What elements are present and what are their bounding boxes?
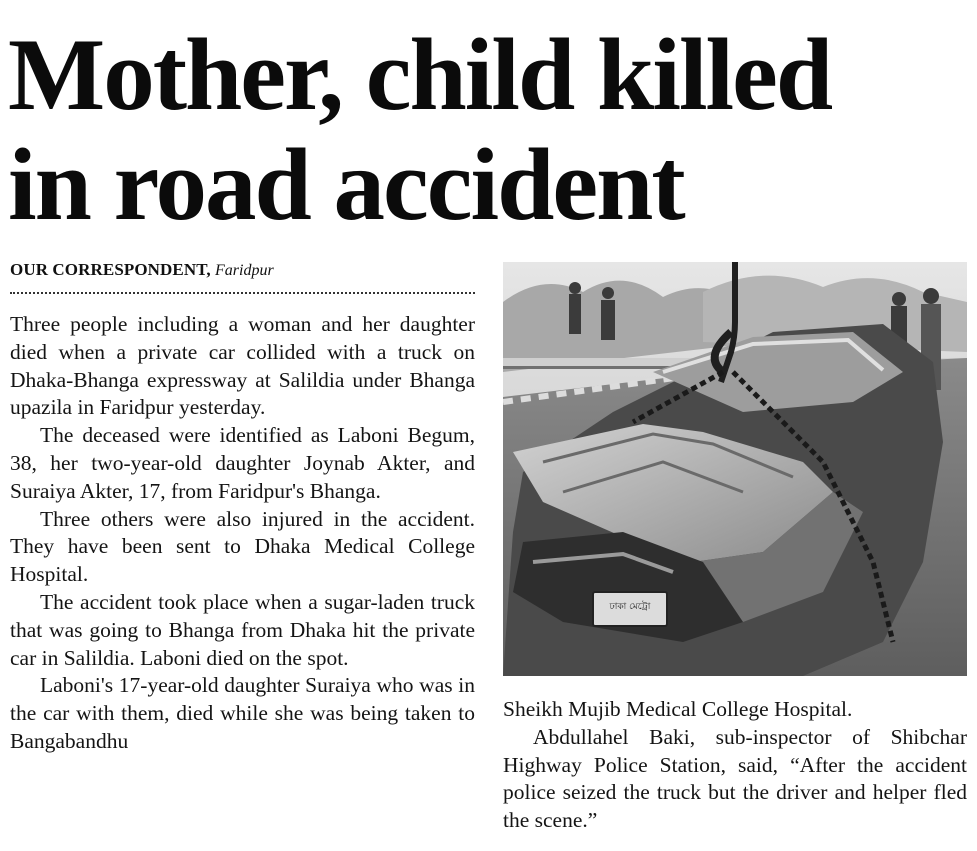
body-paragraph: Three others were also injured in the accident. They have been sent to Dhaka Medical College Hospital.: [10, 506, 475, 587]
body-paragraph: The deceased were identified as Laboni Begum, 38, her two-year-old daughter Joynab Akter, and Suraiya Akter, 17, from Faridpur's Bhanga.: [10, 423, 475, 503]
accident-photo: [503, 262, 967, 676]
byline-location: Faridpur: [215, 262, 274, 279]
body-paragraph-continued: Sheikh Mujib Medical College Hospital.: [503, 697, 853, 721]
body-paragraph: The accident took place when a sugar-laden truck that was going to Bhanga from Dhaka hit the private car in Salildia. Laboni died on the spot.: [10, 589, 475, 670]
license-plate-text: ঢাকা মেট্রো: [609, 602, 651, 612]
byline-author: OUR CORRESPONDENT,: [10, 260, 211, 279]
body-paragraph: Laboni's 17-year-old daughter Suraiya who was in the car with them, died while she was being taken to Bangabandhu: [10, 673, 475, 753]
byline-divider: [10, 292, 475, 294]
body-paragraph: Abdullahel Baki, sub-inspector of Shibchar Highway Police Station, said, “After the accident police seized the truck but the driver and helper fled the scene.”: [503, 724, 967, 833]
headline-line-1: Mother, child killed: [8, 18, 832, 132]
headline: [8, 20, 968, 240]
headline-line-2: in road accident: [8, 128, 684, 242]
byline: [10, 258, 475, 282]
article-body-right-column: [503, 696, 967, 851]
body-paragraph: Three people including a woman and her daughter died when a private car collided with a truck on Dhaka-Bhanga expressway at Salildia under Bhanga upazila in Faridpur yesterday.: [10, 312, 475, 420]
article-body-left-column: [10, 311, 475, 851]
